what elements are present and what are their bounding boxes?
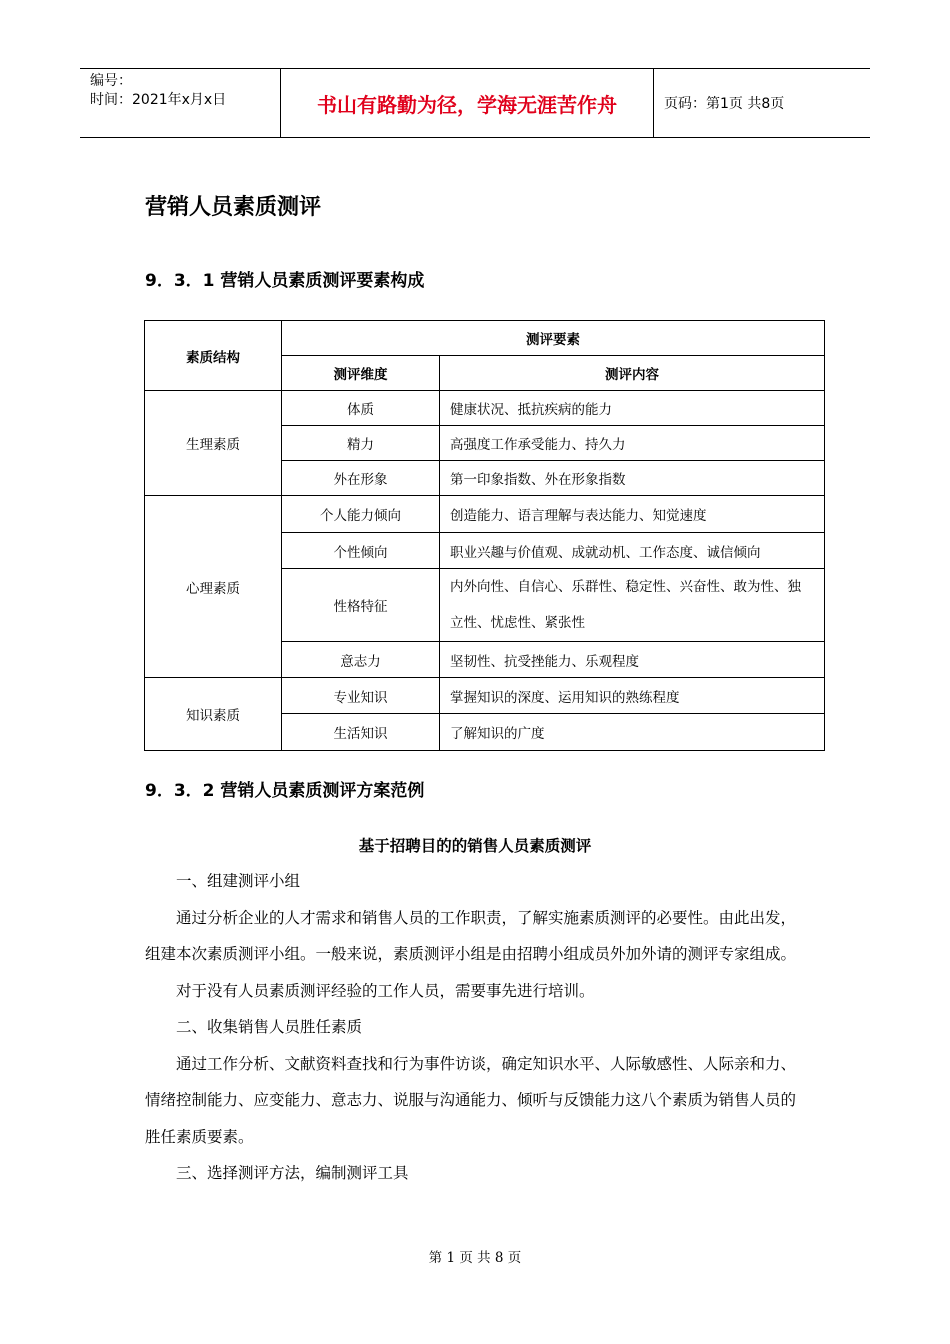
body-text: [145, 863, 805, 1192]
table-row: [145, 496, 825, 533]
dimension-cell: 精力: [282, 426, 440, 461]
header-dimension: 测评维度: [282, 356, 440, 391]
group-name: 知识素质: [145, 678, 282, 751]
paragraph: 对于没有人员素质测评经验的工作人员，需要事先进行培训。: [176, 981, 595, 1000]
number-label: 编号：: [90, 73, 132, 89]
paragraph: 通过工作分析、文献资料查找和行为事件访谈，确定知识水平、人际敏感性、人际亲和力、情绪控制能力、应变能力、意志力、说服与沟通能力、倾听与反馈能力这八个素质为销售人员的胜任素质要素。: [145, 1054, 797, 1146]
table-row: [145, 391, 825, 426]
dimension-cell: 体质: [282, 391, 440, 426]
header-elements: 测评要素: [282, 321, 825, 356]
paragraph: 通过分析企业的人才需求和销售人员的工作职责，了解实施素质测评的必要性。由此出发，组建本次素质测评小组。一般来说，素质测评小组是由招聘小组成员外加外请的测评专家组成。: [145, 908, 797, 963]
dimension-cell: 意志力: [282, 642, 440, 678]
table-row: [145, 678, 825, 714]
dimension-cell: 个人能力倾向: [282, 496, 440, 533]
content-cell: 坚韧性、抗受挫能力、乐观程度: [440, 642, 825, 678]
header-motto: 书山有路勤为径，学海无涯苦作舟: [281, 69, 654, 137]
quality-elements-table: [144, 320, 825, 751]
page-footer: 第 1 页 共 8 页: [428, 1250, 522, 1266]
content-cell: 高强度工作承受能力、持久力: [440, 426, 825, 461]
header-meta: [80, 69, 281, 137]
dimension-cell: 性格特征: [282, 569, 440, 642]
dimension-cell: 生活知识: [282, 714, 440, 751]
content-cell: 了解知识的广度: [440, 714, 825, 751]
group-name: 生理素质: [145, 391, 282, 496]
content-cell: 职业兴趣与价值观、成就动机、工作态度、诚信倾向: [440, 533, 825, 569]
table-header-row: [145, 321, 825, 356]
content-cell: 第一印象指数、外在形象指数: [440, 461, 825, 496]
dimension-cell: 外在形象: [282, 461, 440, 496]
content-cell: 创造能力、语言理解与表达能力、知觉速度: [440, 496, 825, 533]
content-cell: 健康状况、抵抗疾病的能力: [440, 391, 825, 426]
content-cell: 内外向性、自信心、乐群性、稳定性、兴奋性、敢为性、独立性、忧虑性、紧张性: [440, 569, 825, 642]
content-cell: 掌握知识的深度、运用知识的熟练程度: [440, 678, 825, 714]
dimension-cell: 个性倾向: [282, 533, 440, 569]
example-title: 基于招聘目的的销售人员素质测评: [358, 837, 592, 855]
header-page-info: 页码：第1页 共8页: [664, 96, 785, 112]
paragraph: 一、组建测评小组: [176, 872, 301, 890]
header-content: 测评内容: [440, 356, 825, 391]
page-header: [80, 68, 870, 138]
group-name: 心理素质: [145, 496, 282, 678]
header-struct: 素质结构: [145, 321, 282, 391]
dimension-cell: 专业知识: [282, 678, 440, 714]
paragraph: 二、收集销售人员胜任素质: [176, 1018, 363, 1036]
section-title-1: 9．3．1 营销人员素质测评要素构成: [145, 271, 425, 291]
document-title: 营销人员素质测评: [145, 195, 322, 220]
time-label: 时间：2021年x月x日: [90, 92, 227, 108]
section-title-2: 9．3．2 营销人员素质测评方案范例: [145, 781, 425, 801]
paragraph: 三、选择测评方法，编制测评工具: [176, 1164, 409, 1182]
